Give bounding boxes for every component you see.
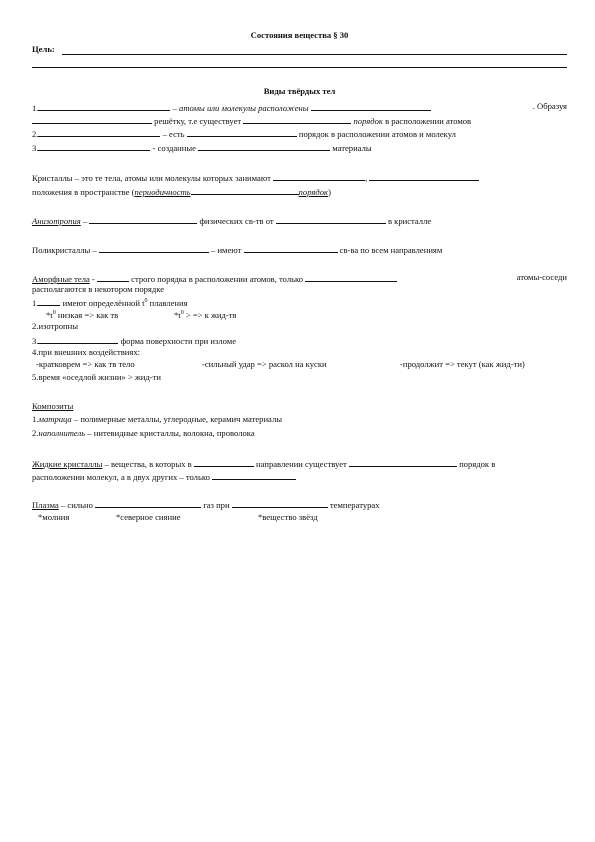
anisotropy-line: Анизотропия – физических св-тв от в кристалле <box>32 216 432 226</box>
solids-item-2: 2. – есть порядок в расположении атомов и молекул <box>32 129 456 139</box>
blank-field[interactable] <box>244 243 338 253</box>
solids-item-1: 1. – атомы или молекулы расположены . Образуя <box>32 101 567 113</box>
composites-line-1: 1.матрица – полимерные металлы, углеродные, керамич материалы <box>32 414 283 424</box>
blank-field[interactable] <box>191 185 299 195</box>
liquid-crystals-line-2: расположении молекул, а в двух других – только <box>32 470 567 483</box>
blank-field[interactable] <box>97 272 129 282</box>
blank-field[interactable] <box>187 127 297 137</box>
blank-field[interactable] <box>38 127 160 137</box>
blank-field[interactable] <box>349 457 457 467</box>
amorphous-point-3: 3. форма поверхности при изломе <box>32 336 237 346</box>
amorphous-point-1-sub: $*t^0$ низкая => как тв $*t^0$ > => к жид-тя <box>46 309 237 320</box>
plasma-line-1: Плазма – сильно газ при температурах <box>32 500 380 510</box>
blank-field[interactable] <box>198 141 330 151</box>
blank-field[interactable] <box>276 214 386 224</box>
blank-field[interactable] <box>99 243 209 253</box>
blank-field[interactable] <box>305 272 397 282</box>
crystals-line-1: Кристаллы – это те тела, атомы или молекулы которых занимают , <box>32 171 567 184</box>
blank-field[interactable] <box>273 171 365 181</box>
composites-line-2: 2.наполнитель – нитевидные кристаллы, волокна, проволока <box>32 428 255 438</box>
blank-field[interactable] <box>89 214 197 224</box>
amorphous-point-5: 5.время «оседлой жизни» > жид-ти <box>32 372 161 382</box>
goal-line <box>62 54 567 55</box>
crystals-line-2: положения в пространстве (периодичность порядок) <box>32 187 331 197</box>
goal-line-2 <box>32 67 567 68</box>
solids-item-3: 3. - созданные материалы <box>32 143 372 153</box>
amorphous-point-2: 2.изотропны <box>32 321 78 331</box>
plasma-examples: *молния *северное сияние *вещество звёзд <box>38 512 318 522</box>
blank-field[interactable] <box>38 101 170 111</box>
blank-field[interactable] <box>95 498 201 508</box>
blank-field[interactable] <box>38 141 150 151</box>
solids-item-1-cont: решётку, т.е существует порядок в расположении атомов <box>32 114 567 127</box>
page-title: Состояния вещества § 30 <box>250 30 349 40</box>
blank-field[interactable] <box>194 457 254 467</box>
amorphous-point-1: 1. имеют определённой $t^0$ плавления <box>32 298 188 308</box>
goal-label: Цель: <box>32 44 55 54</box>
blank-field[interactable] <box>232 498 328 508</box>
blank-field[interactable] <box>38 296 60 306</box>
blank-field[interactable] <box>311 101 431 111</box>
blank-field[interactable] <box>32 114 152 124</box>
solids-heading: Виды твёрдых тел <box>263 86 336 96</box>
amorphous-point-4-sub: -кратковрем => как тв тело -сильный удар => раскол на куски -продолжит => текут (как жид-ти) <box>36 359 525 369</box>
blank-field[interactable] <box>243 114 351 124</box>
blank-field[interactable] <box>212 470 296 480</box>
blank-field[interactable] <box>38 334 118 344</box>
composites-heading: Композиты <box>32 401 74 411</box>
amorphous-line-1: Аморфные тела - строго порядка в расположении атомов, только атомы-соседи <box>32 272 567 284</box>
amorphous-line-2: располагаются в некотором порядке <box>32 284 165 294</box>
blank-field[interactable] <box>369 171 479 181</box>
polycrystals-line: Поликристаллы – – имеют св-ва по всем направлениям <box>32 245 443 255</box>
amorphous-point-4: 4.при внешних воздействиях: <box>32 347 141 357</box>
liquid-crystals-line-1: Жидкие кристаллы – вещества, в которых в направлении существует порядок в <box>32 459 496 469</box>
